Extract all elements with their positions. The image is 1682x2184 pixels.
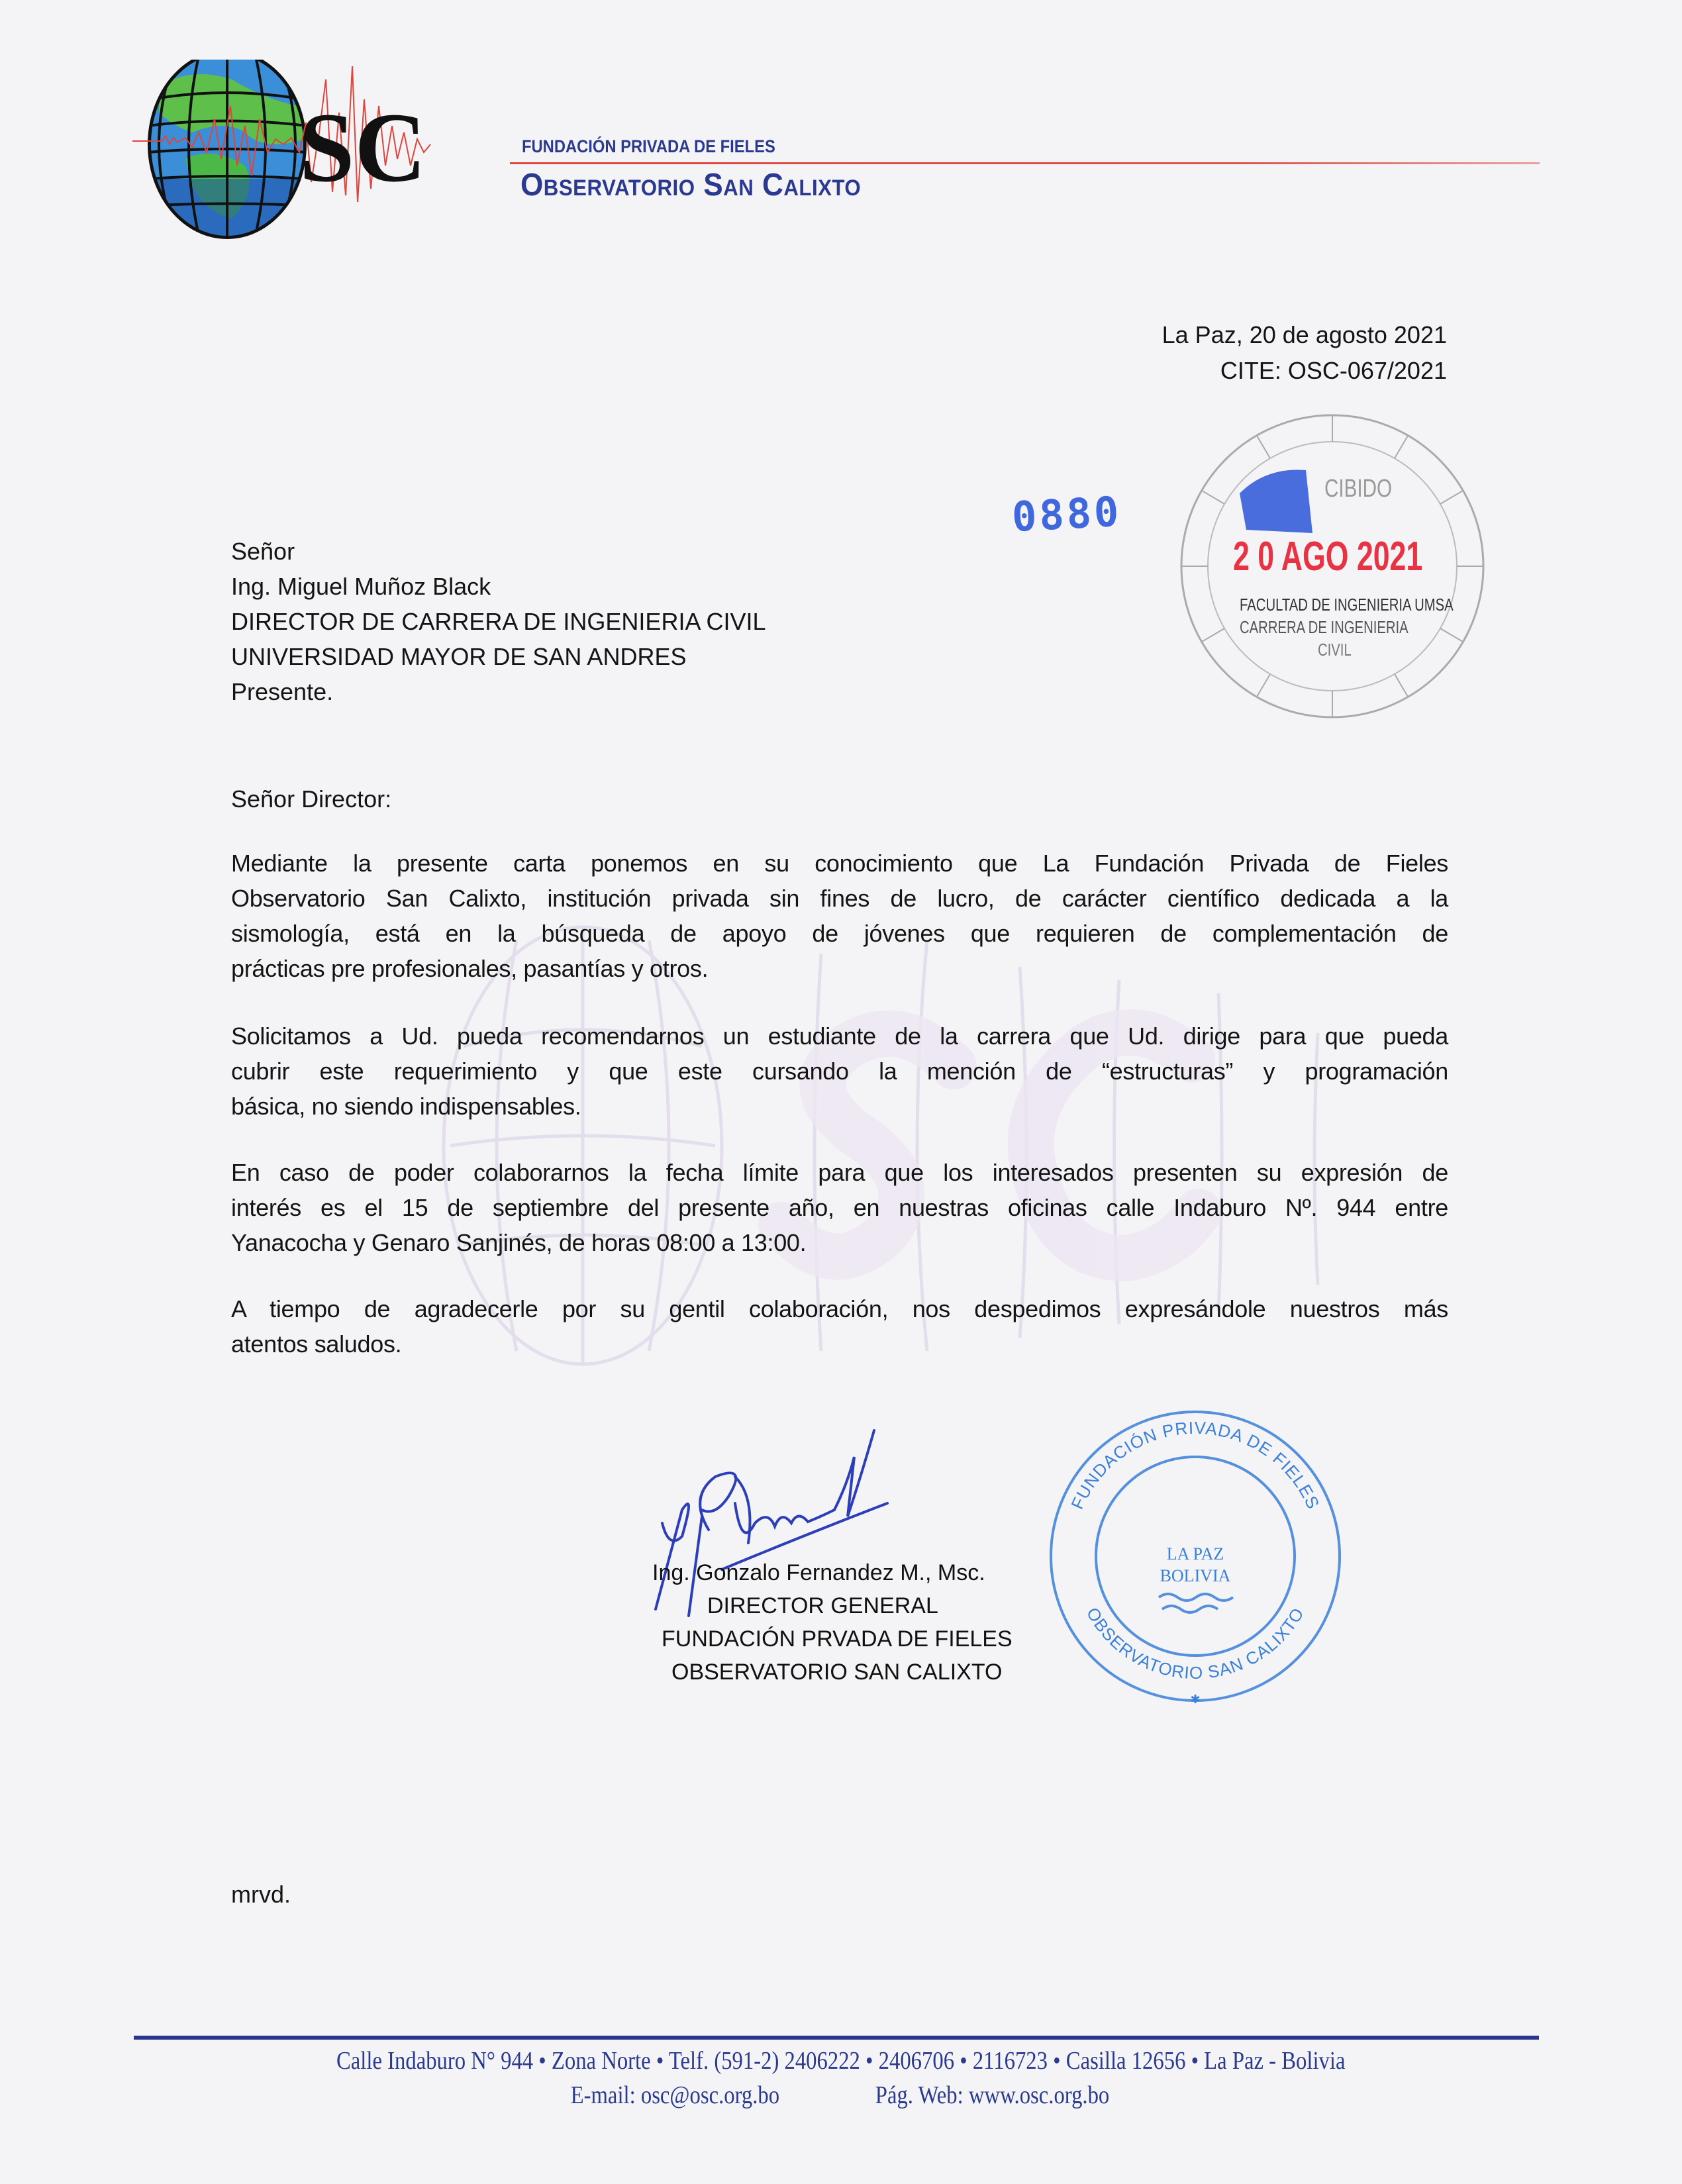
seal-center-line-1: LA PAZ bbox=[1166, 1544, 1224, 1564]
handwritten-signature bbox=[636, 1417, 1007, 1622]
paragraph-line: cubrir este requerimiento y que este cursando la mención de “estructuras” y programación bbox=[231, 1058, 1448, 1085]
addressee-title: DIRECTOR DE CARRERA DE INGENIERIA CIVIL bbox=[231, 608, 766, 635]
seal-center-line-2: BOLIVIA bbox=[1160, 1566, 1231, 1585]
paragraph-line: sismología, está en la búsqueda de apoyo de jóvenes que requieren de complementación de bbox=[231, 920, 1448, 947]
paragraph-line: interés es el 15 de septiembre del presente año, en nuestras oficinas calle Indaburo Nº. 944 entre bbox=[231, 1194, 1448, 1221]
paragraph-line: Solicitamos a Ud. pueda recomendarnos un estudiante de la carrera que Ud. dirige para que pueda bbox=[231, 1022, 1448, 1050]
seal-star-icon: ✱ bbox=[1190, 1693, 1201, 1706]
svg-text:FUNDACIÓN PRIVADA DE FIELES bbox=[1067, 1418, 1323, 1513]
stamp-ink-blot bbox=[1240, 470, 1312, 533]
footer-contact bbox=[0, 2081, 1682, 2110]
cite-reference: CITE: OSC-067/2021 bbox=[1220, 357, 1447, 384]
signatory-position: DIRECTOR GENERAL bbox=[707, 1593, 938, 1618]
received-date: 2 0 AGO 2021 bbox=[1233, 534, 1423, 579]
seal-inner-text: OBSERVATORIO SAN CALIXTO bbox=[1082, 1604, 1309, 1683]
paragraph-line: atentos saludos. bbox=[231, 1330, 402, 1358]
header-rule bbox=[510, 162, 1540, 164]
greeting: Señor Director: bbox=[231, 785, 392, 813]
paragraph-line: prácticas pre profesionales, pasantías y otros. bbox=[231, 955, 709, 982]
paragraph-line: Mediante la presente carta ponemos en su conocimiento que La Fundación Privada de Fieles bbox=[231, 850, 1448, 877]
foundation-line: FUNDACIÓN PRIVADA DE FIELES bbox=[522, 136, 775, 156]
institution-seal bbox=[1043, 1404, 1348, 1709]
paragraph-line: A tiempo de agradecerle por su gentil colaboración, nos despedimos expresándole nuestros más bbox=[231, 1295, 1448, 1322]
registry-number: 0880 bbox=[1011, 487, 1123, 542]
addressee-institution: UNIVERSIDAD MAYOR DE SAN ANDRES bbox=[231, 643, 687, 670]
addressee-salutation: Señor bbox=[231, 538, 295, 565]
stamp-line-3: CIVIL bbox=[1318, 640, 1352, 660]
paragraph-line: básica, no siendo indispensables. bbox=[231, 1093, 581, 1120]
globe-icon bbox=[146, 60, 311, 258]
footer-address bbox=[0, 2046, 1682, 2075]
signatory-name: Ing. Gonzalo Fernandez M., Msc. bbox=[652, 1560, 985, 1585]
footer-website[interactable]: Pág. Web: www.osc.org.bo bbox=[875, 2081, 1109, 2109]
paragraph-line: Observatorio San Calixto, institución privada sin fines de lucro, de carácter científico dedicada a la bbox=[231, 885, 1448, 912]
place-date: La Paz, 20 de agosto 2021 bbox=[1162, 321, 1447, 348]
addressee-closing: Presente. bbox=[231, 678, 334, 705]
addressee-name: Ing. Miguel Muñoz Black bbox=[231, 573, 491, 600]
paragraph-line: En caso de poder colaborarnos la fecha límite para que los interesados presenten su expresión de bbox=[231, 1159, 1448, 1186]
stamp-line-1: FACULTAD DE INGENIERIA UMSA bbox=[1240, 595, 1454, 615]
signatory-org-line-1: FUNDACIÓN PRVADA DE FIELES bbox=[662, 1626, 1013, 1652]
footer-email[interactable]: E-mail: osc@osc.org.bo bbox=[571, 2081, 780, 2109]
paragraph-line: Yanacocha y Genaro Sanjinés, de horas 08:00 a 13:00. bbox=[231, 1229, 807, 1256]
observatory-name: Observatorio San Calixto bbox=[520, 168, 862, 203]
footer-rule bbox=[134, 2036, 1539, 2040]
footer-address-text: Calle Indaburo N° 944 • Zona Norte • Telf. (591-2) 2406222 • 2406706 • 2116723 • Casilla 12656 • La Paz - Bolivia bbox=[336, 2047, 1346, 2075]
seal-outer-text: FUNDACIÓN PRIVADA DE FIELES bbox=[1067, 1417, 1324, 1513]
logo-letters: SC bbox=[299, 93, 426, 203]
stamp-line-2: CARRERA DE INGENIERIA bbox=[1240, 617, 1409, 637]
signatory-org-line-2: OBSERVATORIO SAN CALIXTO bbox=[671, 1660, 1003, 1685]
typist-initials: mrvd. bbox=[231, 1881, 291, 1908]
osc-logo bbox=[132, 60, 503, 258]
stamp-label-top: CIBIDO bbox=[1324, 475, 1393, 503]
